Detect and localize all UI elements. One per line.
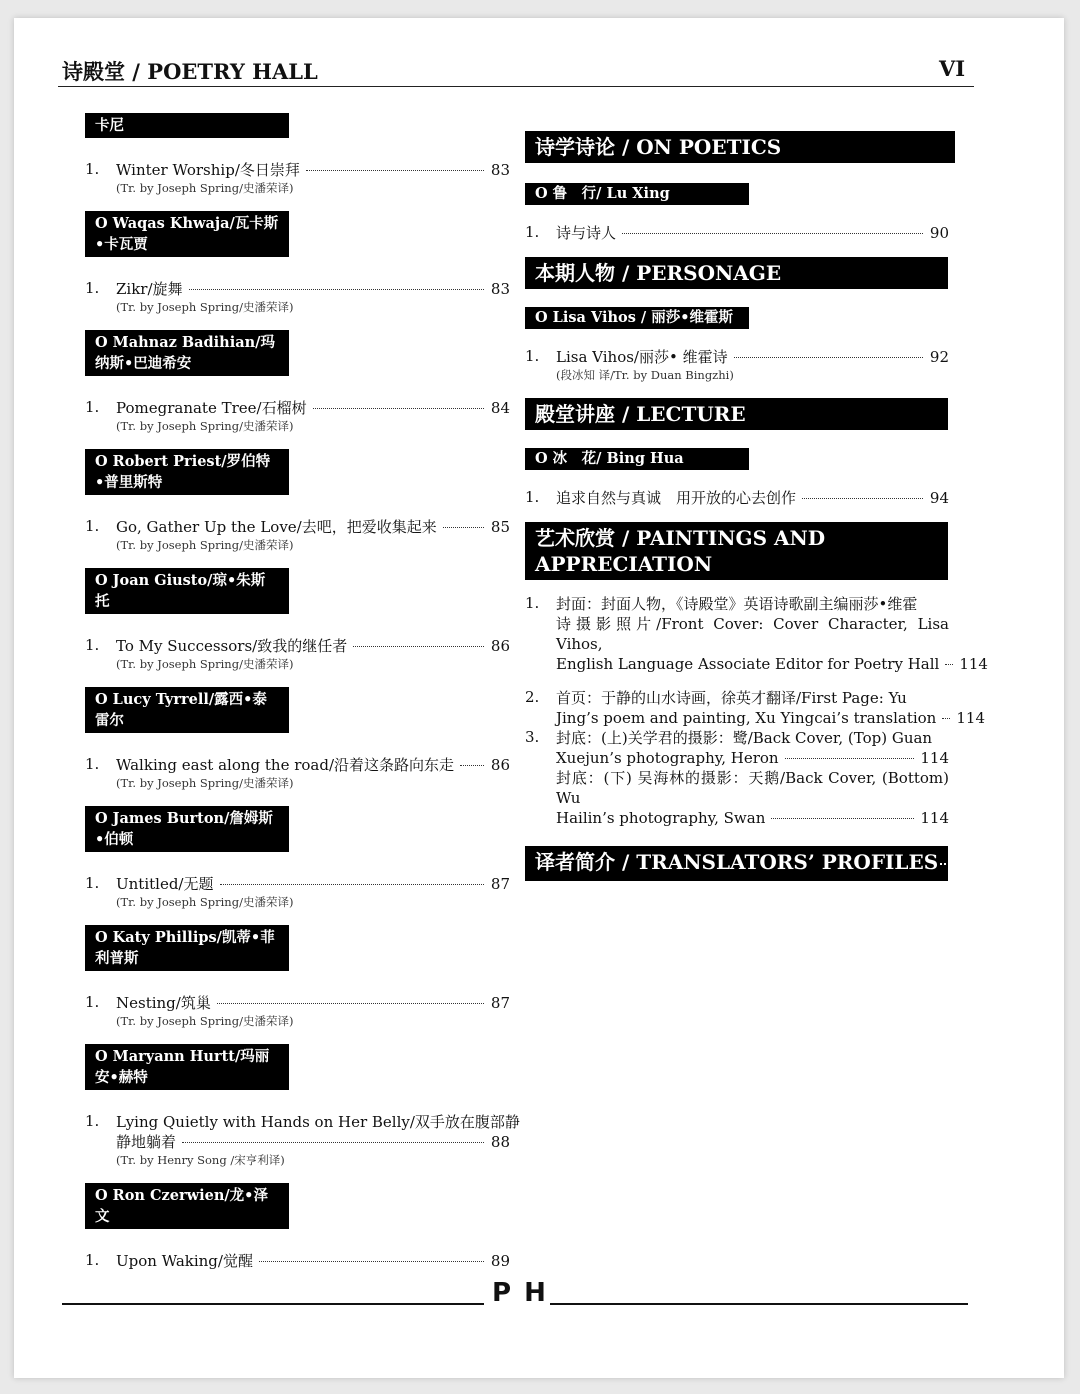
toc-entry <box>85 874 510 911</box>
right-column <box>525 131 988 881</box>
dot-leader <box>940 863 946 865</box>
author-heading: O 鲁 行/ Lu Xing <box>525 183 749 205</box>
toc-entry <box>85 636 510 673</box>
author-heading: O 冰 花/ Bing Hua <box>525 448 749 470</box>
running-header-title: 诗殿堂 / POETRY HALL <box>62 59 318 84</box>
dot-leader <box>182 1142 484 1143</box>
entry-title[interactable]: Winter Worship/冬日崇拜 <box>116 161 300 179</box>
entry-title[interactable]: To My Successors/致我的继任者 <box>116 637 348 655</box>
entry-title[interactable]: Hailin’s photography, Swan <box>556 809 766 827</box>
dot-leader <box>313 408 484 409</box>
entry-number: 3. <box>525 728 540 746</box>
author-heading: O Mahnaz Badihian/玛纳斯•巴迪希安 <box>85 330 289 376</box>
entry-page: 89 <box>490 1252 510 1270</box>
dot-leader <box>460 765 484 766</box>
entry-page: 83 <box>490 280 510 298</box>
entry-title[interactable]: Jing’s poem and painting, Xu Yingcai’s translation <box>556 709 937 727</box>
entry-number: 1. <box>525 488 540 506</box>
entry-page: 90 <box>929 224 949 242</box>
entry-number: 1. <box>85 755 100 773</box>
entry-number: 1. <box>525 594 540 612</box>
section-title-line: 艺术欣赏 / PAINTINGS AND <box>535 526 826 550</box>
entry-page: 114 <box>920 749 949 767</box>
entry-number: 1. <box>85 874 100 892</box>
author-heading: O Katy Phillips/凯蒂•菲利普斯 <box>85 925 289 971</box>
entry-page: 115 <box>948 857 978 873</box>
toc-entry <box>85 993 510 1030</box>
author-heading: O Robert Priest/罗伯特•普里斯特 <box>85 449 289 495</box>
entry-page: 114 <box>959 655 988 673</box>
toc-entry <box>85 160 510 197</box>
entry-text-line: 首页：于静的山水诗画，徐英才翻译/First Page: Yu <box>556 689 907 707</box>
dot-leader <box>443 527 484 528</box>
entry-page: 85 <box>490 518 510 536</box>
entry-number: 1. <box>85 160 100 178</box>
toc-entry <box>525 768 949 828</box>
author-heading: O Ron Czerwien/龙•泽文 <box>85 1183 289 1229</box>
section-heading-paintings <box>525 522 948 580</box>
author-heading: O Waqas Khwaja/瓦卡斯•卡瓦贾 <box>85 211 289 257</box>
entry-page: 87 <box>490 875 510 893</box>
translator-credit: (Tr. by Joseph Spring/史潘荣译) <box>116 181 294 195</box>
dot-leader <box>942 718 950 719</box>
translator-credit: (Tr. by Joseph Spring/史潘荣译) <box>116 538 294 552</box>
entry-number: 2. <box>525 688 540 706</box>
entry-title[interactable]: Untitled/无题 <box>116 875 214 893</box>
translator-credit: (Tr. by Joseph Spring/史潘荣译) <box>116 776 294 790</box>
toc-entry <box>85 517 510 554</box>
toc-entry <box>85 755 510 792</box>
toc-entry <box>525 223 949 243</box>
section-title-line: APPRECIATION <box>535 552 713 576</box>
section-heading-lecture: 殿堂讲座 / LECTURE <box>525 398 948 430</box>
entry-text-line: 封底：(上)关学君的摄影：鹭/Back Cover, (Top) Guan <box>556 729 933 747</box>
entry-page: 92 <box>929 348 949 366</box>
section-heading-personage: 本期人物 / PERSONAGE <box>525 257 948 289</box>
entry-page: 88 <box>490 1133 510 1151</box>
entry-number: 1. <box>85 1251 100 1269</box>
entry-number: 1. <box>85 1112 100 1130</box>
toc-entry <box>525 688 985 728</box>
entry-number: 1. <box>525 223 540 241</box>
translator-credit: (Tr. by Joseph Spring/史潘荣译) <box>116 895 294 909</box>
entry-page: 86 <box>490 637 510 655</box>
entry-page: 114 <box>920 809 949 827</box>
entry-title[interactable]: Walking east along the road/沿着这条路向东走 <box>116 756 455 774</box>
entry-page: 94 <box>929 489 949 507</box>
entry-title[interactable]: Nesting/筑巢 <box>116 994 211 1012</box>
author-heading: O James Burton/詹姆斯•伯顿 <box>85 806 289 852</box>
entry-text-line: 诗摄影照片/Front Cover: Cover Character, Lisa Vihos, <box>556 615 949 653</box>
author-heading: O Lisa Vihos / 丽莎•维霍斯 <box>525 307 749 329</box>
entry-title[interactable]: Go, Gather Up the Love/去吧，把爱收集起来 <box>116 518 437 536</box>
translator-credit: (Tr. by Joseph Spring/史潘荣译) <box>116 419 294 433</box>
dot-leader <box>259 1261 484 1262</box>
author-heading: O Maryann Hurtt/玛丽安•赫特 <box>85 1044 289 1090</box>
footer-rule-right <box>550 1303 968 1305</box>
entry-title[interactable]: 追求自然与真诚 用开放的心去创作 <box>556 489 797 507</box>
entry-text-line: 封底：(下) 吴海林的摄影：天鹅/Back Cover, (Bottom) Wu <box>556 769 949 807</box>
entry-text-line: 封面：封面人物，《诗殿堂》英语诗歌副主编丽莎•维霍 <box>556 595 918 613</box>
translator-credit: (段冰知 译/Tr. by Duan Bingzhi) <box>556 368 734 382</box>
translator-credit: (Tr. by Joseph Spring/史潘荣译) <box>116 300 294 314</box>
entry-number: 1. <box>85 993 100 1011</box>
entry-title[interactable]: Upon Waking/觉醒 <box>116 1252 253 1270</box>
toc-entry <box>85 1112 520 1169</box>
dot-leader <box>734 357 923 358</box>
entry-page: 83 <box>490 161 510 179</box>
entry-page: 86 <box>490 756 510 774</box>
toc-entry <box>525 728 949 768</box>
entry-number: 1. <box>525 347 540 365</box>
entry-page: 114 <box>956 709 985 727</box>
entry-title[interactable]: 静地躺着 <box>116 1133 177 1151</box>
header-rule <box>58 86 974 87</box>
toc-entry <box>85 398 510 435</box>
entry-title[interactable]: English Language Associate Editor for Poetry Hall <box>556 655 940 673</box>
document-page <box>14 18 1064 1378</box>
entry-number: 1. <box>85 517 100 535</box>
entry-page: 84 <box>490 399 510 417</box>
author-heading: 卡尼 <box>85 113 289 138</box>
footer-rule-left <box>62 1303 484 1305</box>
page-number: VI <box>939 56 966 81</box>
entry-title-line1[interactable]: Lying Quietly with Hands on Her Belly/双手放在腹部静 <box>116 1113 520 1131</box>
section-heading-poetics: 诗学诗论 / ON POETICS <box>525 131 955 163</box>
entry-title[interactable]: Xuejun’s photography, Heron <box>556 749 779 767</box>
translator-credit: (Tr. by Joseph Spring/史潘荣译) <box>116 1014 294 1028</box>
entry-title[interactable]: Zikr/旋舞 <box>116 280 183 298</box>
entry-number: 1. <box>85 398 100 416</box>
dot-leader <box>189 289 484 290</box>
entry-page: 87 <box>490 994 510 1012</box>
dot-leader <box>771 818 914 819</box>
translator-credit: (Tr. by Joseph Spring/史潘荣译) <box>116 657 294 671</box>
toc-entry <box>525 594 988 674</box>
section-heading-translators <box>525 846 978 881</box>
dot-leader <box>945 664 953 665</box>
toc-entry <box>85 1251 510 1271</box>
translator-credit: (Tr. by Henry Song /宋亨利译) <box>116 1153 285 1167</box>
dot-leader <box>802 498 923 499</box>
dot-leader <box>785 758 915 759</box>
dot-leader <box>306 170 484 171</box>
entry-number: 1. <box>85 636 100 654</box>
dot-leader <box>220 884 485 885</box>
left-column <box>85 113 520 1285</box>
footer-mark: P H <box>492 1278 548 1308</box>
author-heading: O Lucy Tyrrell/露西•泰雷尔 <box>85 687 289 733</box>
entry-number: 1. <box>85 279 100 297</box>
entry-title[interactable]: Pomegranate Tree/石榴树 <box>116 399 307 417</box>
toc-entry <box>85 279 510 316</box>
dot-leader <box>353 646 484 647</box>
toc-entry <box>525 488 949 508</box>
dot-leader <box>622 233 923 234</box>
section-title[interactable]: 译者简介 / TRANSLATORS’ PROFILES <box>535 850 939 874</box>
author-heading: O Joan Giusto/琼•朱斯托 <box>85 568 289 614</box>
entry-title[interactable]: 诗与诗人 <box>556 224 617 242</box>
dot-leader <box>217 1003 484 1004</box>
toc-entry <box>525 347 949 384</box>
entry-title[interactable]: Lisa Vihos/丽莎• 维霍诗 <box>556 348 728 366</box>
